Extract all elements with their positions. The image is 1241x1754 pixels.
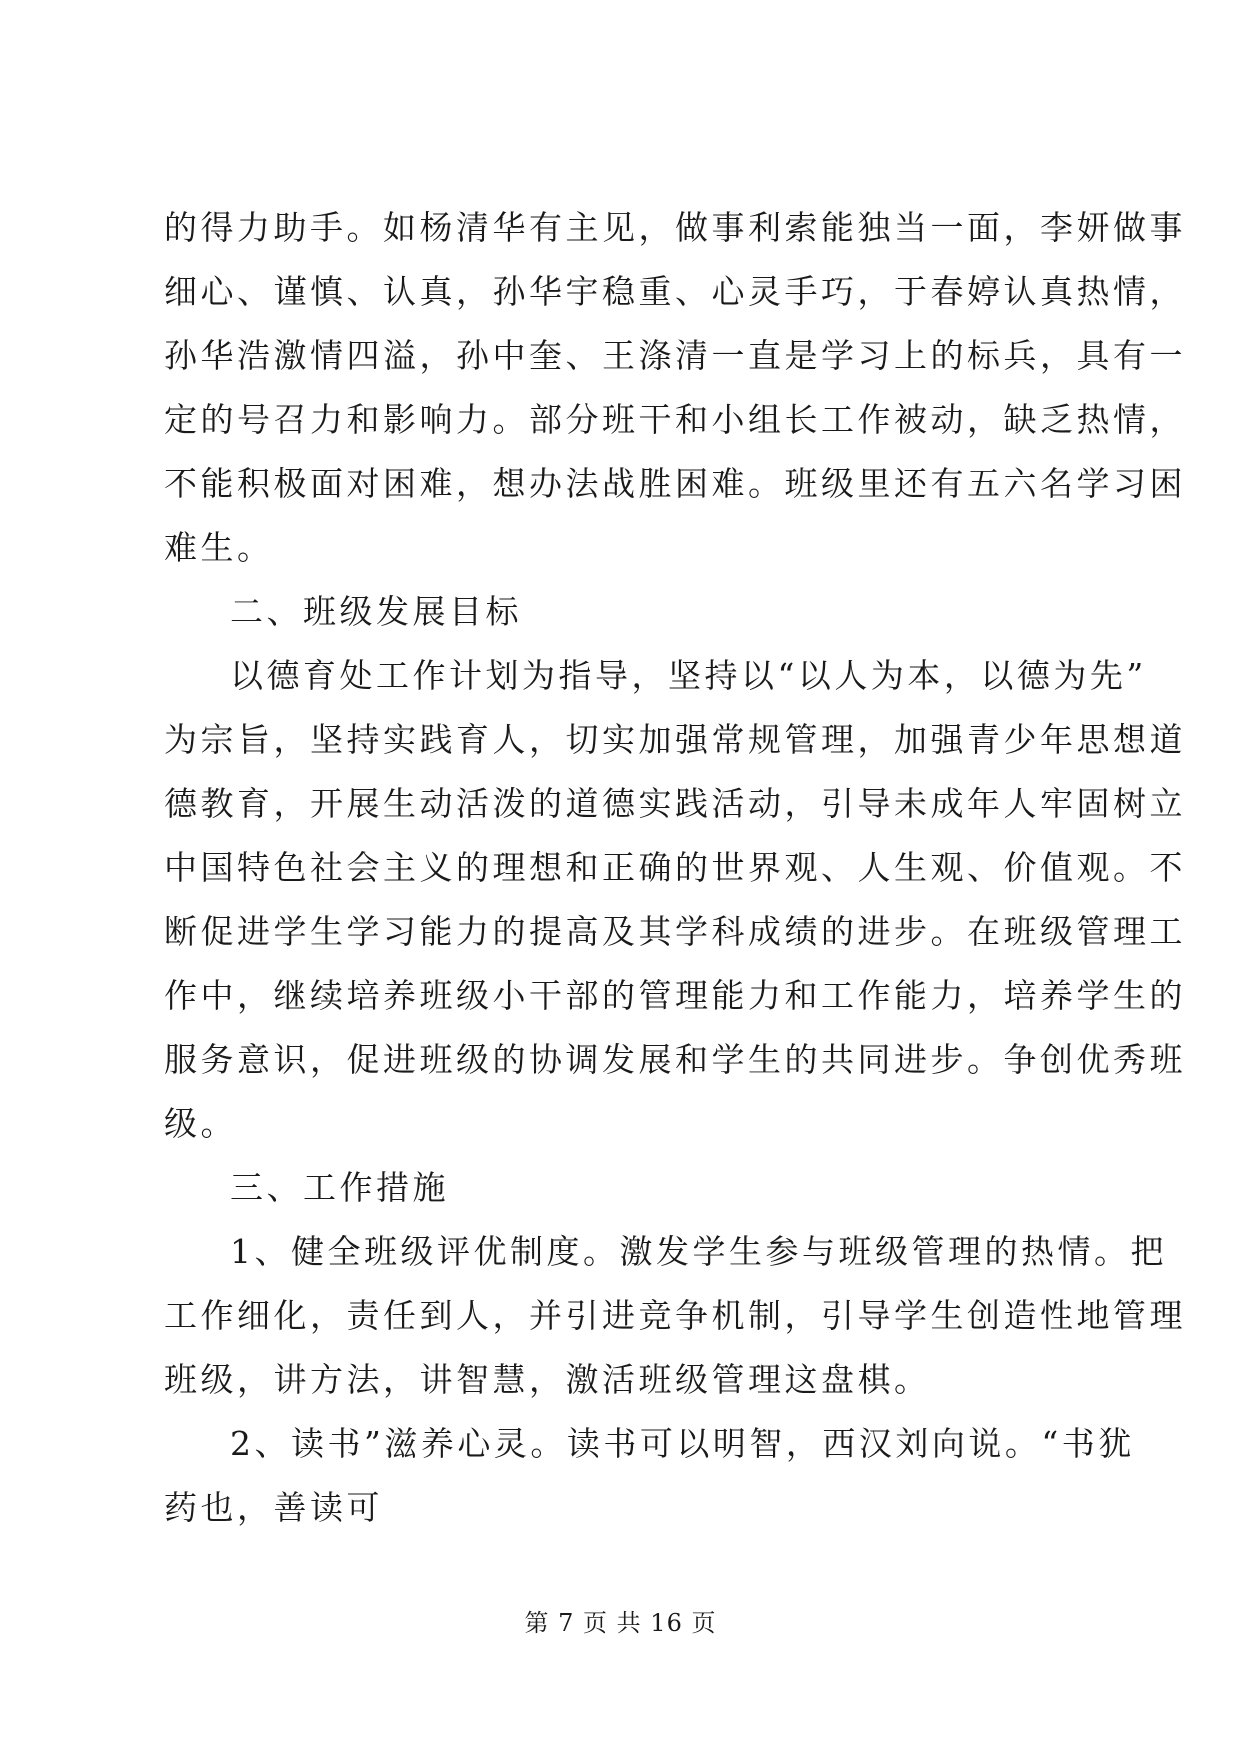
text-line: 德教育，开展生动活泼的道德实践活动，引导未成年人牢固树立 (164, 784, 1186, 823)
text-line: 以德育处工作计划为指导，坚持以“以人为本，以德为先” (230, 656, 1147, 695)
text-line: 不能积极面对困难，想办法战胜困难。班级里还有五六名学习困 (164, 464, 1186, 503)
section-heading: 三、工作措施 (230, 1168, 449, 1207)
page-number: 第 7 页 共 16 页 (524, 1609, 717, 1637)
text-line: 难生。 (164, 528, 274, 567)
document-body (164, 196, 1186, 1540)
text-line: 2、读书”滋养心灵。读书可以明智，西汉刘向说。“书犹 (230, 1424, 1135, 1463)
text-line: 的得力助手。如杨清华有主见，做事利索能独当一面，李妍做事 (164, 208, 1186, 247)
section-heading: 二、班级发展目标 (230, 592, 522, 631)
text-line: 细心、谨慎、认真，孙华宇稳重、心灵手巧，于春婷认真热情， (164, 272, 1186, 311)
text-line: 服务意识，促进班级的协调发展和学生的共同进步。争创优秀班 (164, 1040, 1186, 1079)
text-line: 班级，讲方法，讲智慧，激活班级管理这盘棋。 (164, 1360, 931, 1399)
text-line: 定的号召力和影响力。部分班干和小组长工作被动，缺乏热情， (164, 400, 1186, 439)
text-line: 作中，继续培养班级小干部的管理能力和工作能力，培养学生的 (164, 976, 1186, 1015)
text-line: 为宗旨，坚持实践育人，切实加强常规管理，加强青少年思想道 (164, 720, 1186, 759)
text-line: 1、健全班级评优制度。激发学生参与班级管理的热情。把 (230, 1232, 1167, 1271)
text-line: 断促进学生学习能力的提高及其学科成绩的进步。在班级管理工 (164, 912, 1186, 951)
text-line: 级。 (164, 1104, 237, 1143)
text-line: 药也，善读可 (164, 1488, 383, 1527)
text-line: 工作细化，责任到人，并引进竞争机制，引导学生创造性地管理 (164, 1296, 1186, 1335)
text-line: 孙华浩激情四溢，孙中奎、王涤清一直是学习上的标兵，具有一 (164, 336, 1186, 375)
page-footer (0, 1603, 1241, 1638)
text-line: 中国特色社会主义的理想和正确的世界观、人生观、价值观。不 (164, 848, 1186, 887)
